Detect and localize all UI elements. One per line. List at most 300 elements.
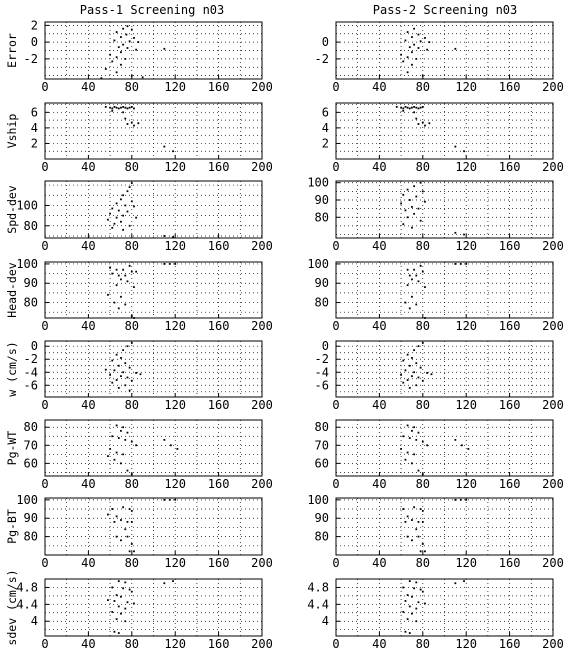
data-point	[163, 235, 165, 237]
data-point	[120, 198, 122, 200]
data-point	[122, 106, 124, 108]
x-tick-label: 200	[251, 160, 273, 174]
data-point	[129, 550, 131, 552]
x-tick-label: 120	[455, 556, 478, 570]
data-point	[415, 275, 417, 277]
x-tick-label: 160	[207, 239, 230, 253]
data-point	[422, 591, 424, 593]
x-tick-label: 80	[124, 477, 140, 491]
x-tick-label: 40	[81, 319, 96, 333]
x-tick-label: 80	[124, 556, 140, 570]
data-point	[122, 506, 124, 508]
data-point	[111, 208, 113, 210]
data-point	[402, 360, 404, 362]
data-point	[454, 499, 456, 501]
x-tick-label: 200	[251, 319, 273, 333]
data-point	[109, 374, 111, 376]
data-point	[405, 209, 407, 211]
data-point	[124, 528, 126, 530]
y-tick-label: 80	[23, 420, 38, 435]
data-point	[405, 521, 407, 523]
data-point	[109, 213, 111, 215]
data-point	[454, 439, 456, 441]
x-tick-label: 0	[41, 398, 49, 412]
data-point	[118, 108, 120, 110]
y-tick-label: 0	[321, 339, 329, 354]
data-point	[109, 107, 111, 109]
x-tick-label: 200	[251, 556, 273, 570]
data-point	[422, 271, 424, 273]
x-tick-label: 200	[542, 556, 564, 570]
data-point	[127, 108, 129, 110]
data-point	[413, 44, 415, 46]
data-point	[133, 603, 135, 605]
data-point	[422, 441, 424, 443]
data-point	[176, 448, 178, 450]
data-point	[411, 36, 413, 38]
data-point	[140, 373, 142, 375]
data-point	[413, 269, 415, 271]
y-tick-label: -4	[314, 365, 329, 380]
data-point	[125, 34, 127, 36]
data-point	[405, 106, 407, 108]
data-point	[402, 108, 404, 110]
data-point	[415, 620, 417, 622]
data-point	[122, 587, 124, 589]
data-point	[422, 342, 424, 344]
x-tick-label: 200	[251, 398, 273, 412]
data-point	[415, 581, 417, 583]
data-point	[400, 374, 402, 376]
x-tick-label: 0	[332, 398, 340, 412]
data-point	[135, 49, 137, 51]
data-point	[415, 608, 417, 610]
data-point	[111, 110, 113, 112]
data-point	[463, 150, 465, 152]
data-point	[422, 75, 424, 77]
data-point	[114, 521, 116, 523]
data-point	[407, 354, 409, 356]
data-point	[105, 106, 107, 108]
data-point	[133, 206, 135, 208]
data-point	[424, 317, 426, 319]
x-tick-label: 120	[455, 637, 478, 651]
data-point	[424, 550, 426, 552]
x-tick-label: 80	[415, 477, 431, 491]
data-point	[402, 587, 404, 589]
x-tick-label: 0	[332, 239, 340, 253]
data-point	[405, 302, 407, 304]
data-point	[411, 107, 413, 109]
data-point	[111, 227, 113, 229]
data-point	[422, 122, 424, 124]
data-point	[174, 499, 176, 501]
data-point	[424, 37, 426, 39]
data-point	[111, 108, 113, 110]
data-point	[120, 539, 122, 541]
data-point	[135, 217, 137, 219]
data-point	[409, 108, 411, 110]
data-point	[402, 60, 404, 62]
data-point	[107, 294, 109, 296]
x-tick-label: 120	[164, 556, 187, 570]
data-point	[131, 271, 133, 273]
data-point	[116, 536, 118, 538]
y-axis-label: Vship	[5, 113, 19, 149]
y-tick-label: 90	[23, 276, 38, 291]
data-point	[420, 367, 422, 369]
data-point	[411, 430, 413, 432]
data-point	[133, 125, 135, 127]
data-point	[116, 269, 118, 271]
data-point	[111, 611, 113, 613]
data-point	[127, 377, 129, 379]
x-tick-label: 120	[164, 319, 187, 333]
x-tick-label: 120	[164, 398, 187, 412]
data-point	[131, 75, 133, 77]
data-point	[105, 68, 107, 70]
x-tick-label: 200	[251, 239, 273, 253]
data-point	[116, 284, 118, 286]
data-point	[413, 213, 415, 215]
data-point	[133, 108, 135, 110]
x-tick-label: 160	[207, 319, 230, 333]
panel-2-4	[307, 257, 564, 333]
x-tick-label: 0	[332, 319, 340, 333]
data-point	[413, 106, 415, 108]
y-tick-label: 6	[321, 105, 329, 120]
data-point	[411, 227, 413, 229]
x-tick-label: 0	[41, 80, 49, 94]
x-tick-label: 80	[415, 160, 431, 174]
data-point	[407, 515, 409, 517]
data-point	[114, 631, 116, 633]
data-point	[120, 107, 122, 109]
panel-1-4	[5, 257, 273, 333]
data-point	[172, 580, 174, 582]
y-tick-label: 4.4	[307, 597, 329, 612]
data-point	[407, 216, 409, 218]
panel-2-1	[315, 22, 564, 94]
y-tick-label: -2	[23, 352, 38, 367]
data-point	[116, 56, 118, 58]
data-point	[114, 40, 116, 42]
data-point	[111, 435, 113, 437]
data-point	[111, 360, 113, 362]
data-point	[131, 342, 133, 344]
data-point	[127, 123, 129, 125]
data-point	[409, 365, 411, 367]
x-tick-label: 160	[207, 80, 230, 94]
x-tick-label: 200	[542, 319, 564, 333]
data-point	[124, 439, 126, 441]
y-tick-label: 80	[23, 529, 38, 544]
data-point	[402, 611, 404, 613]
data-point	[120, 36, 122, 38]
x-tick-label: 200	[542, 239, 564, 253]
y-tick-label: 80	[314, 210, 329, 225]
data-point	[109, 448, 111, 450]
x-tick-label: 160	[498, 556, 521, 570]
data-point	[415, 528, 417, 530]
x-tick-label: 120	[164, 80, 187, 94]
y-tick-label: 4.8	[16, 580, 38, 595]
x-tick-label: 160	[498, 239, 521, 253]
data-point	[131, 106, 133, 108]
data-point	[116, 379, 118, 381]
x-tick-label: 80	[124, 160, 140, 174]
x-tick-label: 160	[207, 556, 230, 570]
data-point	[133, 317, 135, 319]
data-point	[465, 263, 467, 265]
data-point	[131, 29, 133, 31]
x-tick-label: 200	[251, 637, 273, 651]
y-tick-label: 0	[30, 339, 38, 354]
data-point	[127, 345, 129, 347]
data-point	[120, 278, 122, 280]
data-point	[131, 380, 133, 382]
data-point	[124, 384, 126, 386]
data-point	[129, 367, 131, 369]
x-tick-label: 40	[372, 556, 387, 570]
data-point	[463, 580, 465, 582]
data-point	[418, 377, 420, 379]
x-tick-label: 40	[81, 477, 96, 491]
data-point	[409, 632, 411, 634]
data-point	[426, 444, 428, 446]
data-point	[120, 296, 122, 298]
data-point	[120, 357, 122, 359]
data-point	[407, 594, 409, 596]
x-tick-label: 0	[41, 160, 49, 174]
data-point	[402, 508, 404, 510]
data-point	[116, 107, 118, 109]
x-tick-label: 40	[372, 160, 387, 174]
data-point	[460, 499, 462, 501]
data-point	[124, 620, 126, 622]
x-tick-label: 0	[41, 556, 49, 570]
x-tick-label: 80	[415, 239, 431, 253]
x-tick-label: 40	[81, 160, 96, 174]
x-tick-label: 80	[415, 319, 431, 333]
data-point	[420, 508, 422, 510]
data-point	[135, 271, 137, 273]
data-point	[405, 369, 407, 371]
data-point	[105, 369, 107, 371]
data-point	[418, 536, 420, 538]
data-point	[124, 362, 126, 364]
data-point	[120, 462, 122, 464]
data-point	[454, 582, 456, 584]
x-tick-label: 160	[498, 80, 521, 94]
data-point	[409, 580, 411, 582]
data-point	[129, 107, 131, 109]
data-point	[131, 122, 133, 124]
data-point	[131, 441, 133, 443]
data-point	[120, 613, 122, 615]
data-point	[415, 439, 417, 441]
y-tick-label: 100	[307, 492, 329, 507]
data-point	[111, 587, 113, 589]
data-point	[420, 220, 422, 222]
data-point	[122, 371, 124, 373]
data-point	[411, 596, 413, 598]
data-point	[402, 223, 404, 225]
data-point	[411, 539, 413, 541]
x-tick-label: 160	[498, 477, 521, 491]
data-point	[135, 372, 137, 374]
y-axis-label: Spd-dev	[5, 185, 19, 234]
data-point	[424, 125, 426, 127]
x-tick-label: 120	[164, 239, 187, 253]
x-tick-label: 40	[81, 556, 96, 570]
data-point	[400, 448, 402, 450]
x-tick-label: 40	[372, 80, 387, 94]
data-point	[114, 369, 116, 371]
x-tick-label: 0	[332, 637, 340, 651]
data-point	[422, 521, 424, 523]
x-tick-label: 160	[498, 637, 521, 651]
data-point	[426, 49, 428, 51]
data-point	[120, 596, 122, 598]
data-point	[426, 372, 428, 374]
x-tick-label: 80	[124, 637, 140, 651]
y-tick-label: 80	[314, 529, 329, 544]
y-tick-label: -6	[23, 378, 38, 393]
data-point	[409, 46, 411, 48]
data-point	[118, 275, 120, 277]
x-tick-label: 120	[164, 477, 187, 491]
data-point	[415, 58, 417, 60]
data-point	[122, 44, 124, 46]
y-axis-label: sdev (cm/s)	[5, 569, 19, 646]
data-point	[118, 437, 120, 439]
x-tick-label: 0	[332, 556, 340, 570]
data-point	[407, 269, 409, 271]
data-point	[415, 362, 417, 364]
x-tick-label: 160	[498, 398, 521, 412]
data-point	[407, 56, 409, 58]
x-tick-label: 0	[41, 477, 49, 491]
data-point	[418, 108, 420, 110]
data-point	[163, 146, 165, 148]
x-tick-label: 0	[41, 239, 49, 253]
y-tick-label: 80	[314, 295, 329, 310]
data-point	[129, 186, 131, 188]
data-point	[116, 354, 118, 356]
data-point	[172, 236, 174, 238]
data-point	[170, 444, 172, 446]
data-point	[413, 371, 415, 373]
y-tick-label: 2	[321, 136, 329, 151]
data-point	[463, 234, 465, 236]
data-point	[413, 111, 415, 113]
data-point	[120, 51, 122, 53]
data-point	[120, 64, 122, 66]
x-tick-label: 40	[81, 80, 96, 94]
data-point	[411, 278, 413, 280]
data-point	[124, 58, 126, 60]
data-point	[422, 510, 424, 512]
data-point	[124, 304, 126, 306]
x-tick-label: 40	[81, 398, 96, 412]
data-point	[142, 76, 144, 78]
data-point	[418, 47, 420, 49]
data-point	[415, 384, 417, 386]
x-tick-label: 80	[415, 556, 431, 570]
data-point	[415, 304, 417, 306]
data-point	[163, 48, 165, 50]
data-point	[129, 589, 131, 591]
data-point	[411, 375, 413, 377]
panel-2-7	[307, 493, 564, 570]
data-point	[400, 54, 402, 56]
x-tick-label: 0	[332, 80, 340, 94]
data-point	[422, 106, 424, 108]
data-point	[420, 265, 422, 267]
data-point	[133, 550, 135, 552]
data-point	[400, 203, 402, 205]
data-point	[107, 219, 109, 221]
y-tick-label: 0	[321, 35, 329, 50]
data-point	[431, 373, 433, 375]
data-point	[405, 631, 407, 633]
y-axis-label: w (cm/s)	[5, 341, 19, 397]
data-point	[116, 217, 118, 219]
data-point	[127, 25, 129, 27]
data-point	[409, 199, 411, 201]
data-point	[407, 452, 409, 454]
panel-1-1	[5, 18, 273, 94]
data-point	[135, 444, 137, 446]
data-point	[418, 280, 420, 282]
x-tick-label: 0	[41, 319, 49, 333]
data-point	[172, 150, 174, 152]
x-tick-label: 0	[41, 637, 49, 651]
data-point	[407, 107, 409, 109]
panel-1-2	[5, 103, 273, 174]
data-point	[402, 382, 404, 384]
data-point	[418, 123, 420, 125]
data-point	[169, 499, 171, 501]
data-point	[122, 269, 124, 271]
x-tick-label: 80	[124, 239, 140, 253]
y-tick-label: 4	[30, 614, 38, 629]
y-tick-label: 4	[321, 614, 329, 629]
data-point	[422, 473, 424, 475]
data-point	[124, 107, 126, 109]
x-tick-label: 200	[542, 637, 564, 651]
data-point	[127, 190, 129, 192]
data-point	[133, 286, 135, 288]
x-tick-label: 160	[498, 319, 521, 333]
data-point	[111, 273, 113, 275]
data-point	[116, 71, 118, 73]
x-tick-label: 80	[415, 637, 431, 651]
data-point	[131, 543, 133, 545]
data-point	[174, 263, 176, 265]
data-point	[413, 426, 415, 428]
data-point	[120, 519, 122, 521]
x-tick-label: 120	[455, 239, 478, 253]
x-tick-label: 200	[542, 80, 564, 94]
data-point	[413, 587, 415, 589]
y-tick-label: 6	[30, 105, 38, 120]
data-point	[413, 453, 415, 455]
data-point	[418, 601, 420, 603]
data-point	[129, 40, 131, 42]
y-tick-label: 70	[314, 438, 329, 453]
